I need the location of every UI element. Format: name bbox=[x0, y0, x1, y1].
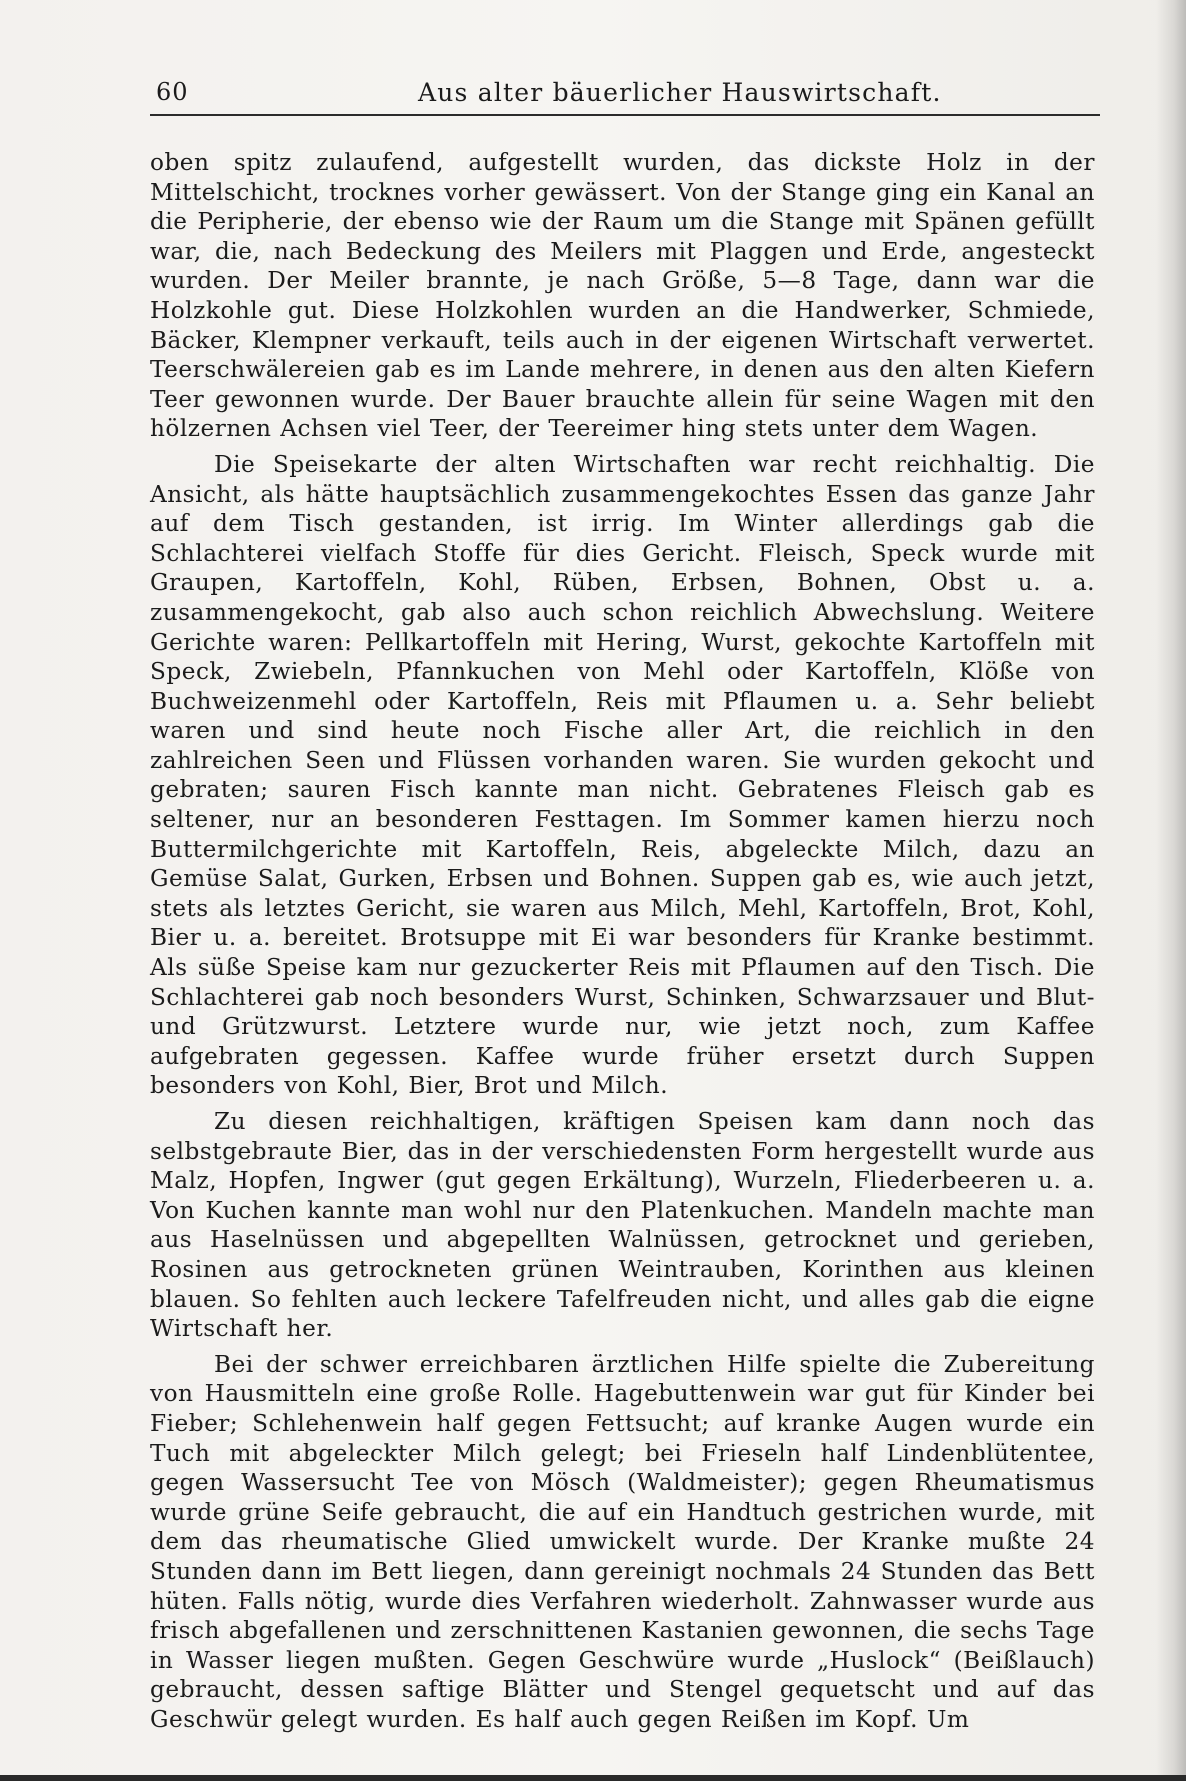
page-header bbox=[150, 78, 1100, 112]
page-number: 60 bbox=[156, 78, 189, 106]
page-edge-shadow bbox=[1156, 0, 1186, 1781]
running-title: Aus alter bäuerlicher Hauswirtschaft. bbox=[418, 78, 942, 107]
page-bottom-border bbox=[0, 1775, 1186, 1781]
body-text bbox=[150, 148, 1095, 1740]
header-rule bbox=[150, 114, 1100, 116]
paragraph-beer-cakes: Zu diesen reichhaltigen, kräftigen Speisen kam dann noch das selbstgebraute Bier, das in der verschiedensten Form hergestellt wurde aus Malz, Hopfen, Ingwer (gut gegen Erkältung), Wurzeln, Fliederbeeren u. a. Von Kuchen kannte man wohl nur den Platenkuchen. Mandeln machte man aus Haselnüssen und abgepellten Walnüssen, getrocknet und gerieben, Rosinen aus getrockneten grünen Weintrauben, Korinthen aus kleinen blauen. So fehlten auch leckere Tafelfreuden nicht, und alles gab die eigne Wirtschaft her. bbox=[150, 1108, 1095, 1343]
paragraph-charcoal-tar: oben spitz zulaufend, aufgestellt wurden, das dickste Holz in der Mittelschicht, trocknes vorher gewässert. Von der Stange ging ein Kanal an die Peripherie, der ebenso wie der Raum um die Stange mit Spänen gefüllt war, die, nach Bedeckung des Meilers mit Plaggen und Erde, angesteckt wurden. Der Meiler brannte, je nach Größe, 5—8 Tage, dann war die Holzkohle gut. Diese Holzkohlen wurden an die Handwerker, Schmiede, Bäcker, Klempner verkauft, teils auch in der eigenen Wirtschaft verwertet. Teerschwälereien gab es im Lande mehrere, in denen aus den alten Kiefern Teer gewonnen wurde. Der Bauer brauchte allein für seine Wagen mit den hölzernen Achsen viel Teer, der Teereimer hing stets unter dem Wagen. bbox=[150, 149, 1095, 443]
paragraph-home-remedies: Bei der schwer erreichbaren ärztlichen Hilfe spielte die Zubereitung von Hausmitteln eine große Rolle. Hagebuttenwein war gut für Kinder bei Fieber; Schlehenwein half gegen Fettsucht; auf kranke Augen wurde ein Tuch mit abgeleckter Milch gelegt; bei Frieseln half Lindenblütentee, gegen Wassersucht Tee von Mösch (Waldmeister); gegen Rheumatismus wurde grüne Seife gebraucht, die auf ein Handtuch gestrichen wurde, mit dem das rheumatische Glied umwickelt wurde. Der Kranke mußte 24 Stunden dann im Bett liegen, dann gereinigt nochmals 24 Stunden das Bett hüten. Falls nötig, wurde dies Verfahren wiederholt. Zahnwasser wurde aus frisch abgefallenen und zerschnittenen Kastanien gewonnen, die sechs Tage in Wasser liegen mußten. Gegen Geschwüre wurde „Huslock“ (Beißlauch) gebraucht, dessen saftige Blätter und Stengel gequetscht und auf das Geschwür gelegt wurden. Es half auch gegen Reißen im Kopf. Um bbox=[150, 1350, 1095, 1733]
paragraph-menu: Die Speisekarte der alten Wirtschaften war recht reichhaltig. Die Ansicht, als hätte hauptsächlich zusammengekochtes Essen das ganze Jahr auf dem Tisch gestanden, ist irrig. Im Winter allerdings gab die Schlachterei vielfach Stoffe für dies Gericht. Fleisch, Speck wurde mit Graupen, Kartoffeln, Kohl, Rüben, Erbsen, Bohnen, Obst u. a. zusammengekocht, gab also auch schon reichlich Abwechslung. Weitere Gerichte waren: Pellkartoffeln mit Hering, Wurst, gekochte Kartoffeln mit Speck, Zwiebeln, Pfannkuchen von Mehl oder Kartoffeln, Klöße von Buchweizenmehl oder Kartoffeln, Reis mit Pflaumen u. a. Sehr beliebt waren und sind heute noch Fische aller Art, die reichlich in den zahlreichen Seen und Flüssen vorhanden waren. Sie wurden gekocht und gebraten; sauren Fisch kannte man nicht. Gebratenes Fleisch gab es seltener, nur an besonderen Festtagen. Im Sommer kamen hierzu noch Buttermilchgerichte mit Kartoffeln, Reis, abgeleckte Milch, dazu an Gemüse Salat, Gurken, Erbsen und Bohnen. Suppen gab es, wie auch jetzt, stets als letztes Gericht, sie waren aus Milch, Mehl, Kartoffeln, Brot, Kohl, Bier u. a. bereitet. Brotsuppe mit Ei war besonders für Kranke bestimmt. Als süße Speise kam nur gezuckerter Reis mit Pflaumen auf den Tisch. Die Schlachterei gab noch besonders Wurst, Schinken, Schwarzsauer und Blut- und Grützwurst. Letztere wurde nur, wie jetzt noch, zum Kaffee aufgebraten gegessen. Kaffee wurde früher ersetzt durch Suppen besonders von Kohl, Bier, Brot und Milch. bbox=[150, 450, 1095, 1100]
